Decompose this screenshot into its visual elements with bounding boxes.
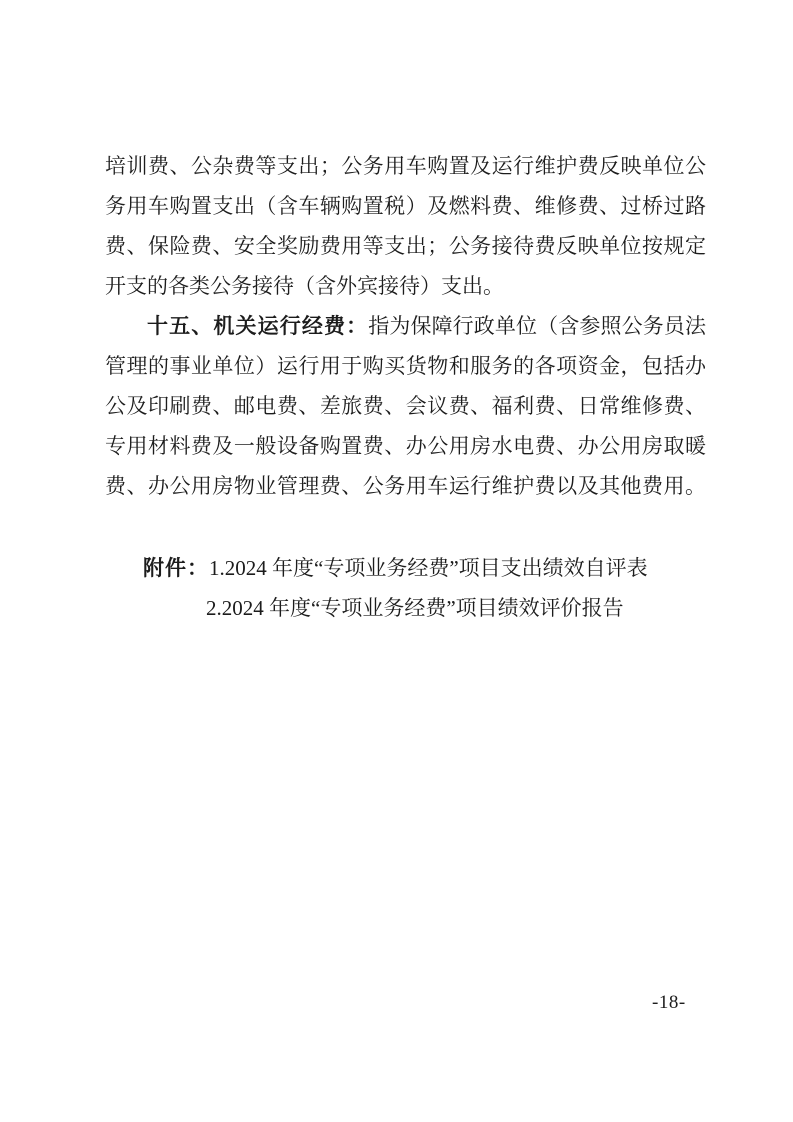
attachments-label: 附件： xyxy=(143,557,209,580)
paragraph-agency-operating-funds xyxy=(105,306,706,506)
document-body xyxy=(105,146,706,628)
section-heading: 十五、机关运行经费： xyxy=(147,315,369,338)
text-line: 培训费、公杂费等支出；公务用车购置及运行维护费反映单位公 xyxy=(105,154,706,178)
text-line xyxy=(105,306,706,346)
attachment-item-1: 1.2024 年度“专项业务经费”项目支出绩效自评表 xyxy=(209,556,648,580)
paragraph-expense-definitions xyxy=(105,146,706,306)
text-line: 费、保险费、安全奖励费用等支出；公务接待费反映单位按规定 xyxy=(105,234,706,258)
text-line: 公及印刷费、邮电费、差旅费、会议费、福利费、日常维修费、 xyxy=(105,394,706,418)
text-line: 费、办公用房物业管理费、公务用车运行维护费以及其他费用。 xyxy=(105,474,706,498)
text-line: 管理的事业单位）运行用于购买货物和服务的各项资金，包括办 xyxy=(105,354,706,378)
text-line: 务用车购置支出（含车辆购置税）及燃料费、维修费、过桥过路 xyxy=(105,194,706,218)
attachment-line-1 xyxy=(143,548,706,588)
text-line: 开支的各类公务接待（含外宾接待）支出。 xyxy=(105,274,504,298)
paragraph-lines xyxy=(105,346,706,506)
page-number: -18- xyxy=(652,992,686,1013)
attachments-block xyxy=(105,548,706,628)
attachment-item-2: 2.2024 年度“专项业务经费”项目绩效评价报告 xyxy=(206,596,624,620)
text-line: 专用材料费及一般设备购置费、办公用房水电费、办公用房取暖 xyxy=(105,434,706,458)
section-heading-rest: 指为保障行政单位（含参照公务员法 xyxy=(368,314,707,338)
